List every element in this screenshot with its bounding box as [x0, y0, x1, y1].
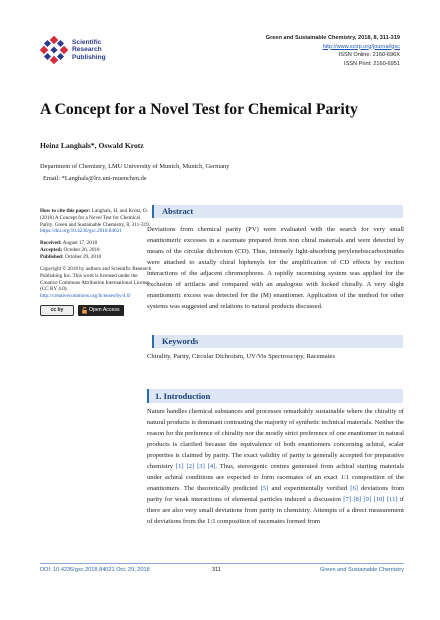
page-number: 311 [212, 567, 221, 573]
author-email[interactable]: Email: *Langhals@lrz.uni-muenchen.de [43, 175, 147, 182]
introduction-heading-bar [147, 389, 403, 403]
reference-link[interactable]: [5] [260, 485, 269, 492]
citation-block: How to cite this paper: Langhals, H. and Krotz, O. (2018) A Concept for a Novel Test for Chemical Parity. Green and Sustainable Chemistry, 8, 311-319. https://doi.org/10.4236/gsc.2018.84021 [40, 208, 151, 235]
keywords-text: Chirality, Parity, Circular Dichroism, UV/Vis Spectroscopy, Racemates [147, 353, 336, 360]
cc-by-badge-icon[interactable]: cc by [40, 305, 74, 316]
logo-text: Scientific Research Publishing [72, 39, 106, 61]
reference-link[interactable]: [6] [350, 485, 358, 492]
dates-block: Received: August 17, 2018 Accepted: October 26, 2018 Published: October 29, 2018 [40, 240, 102, 260]
license-badges [40, 305, 152, 316]
author-affiliation: Department of Chemistry, LMU University of Munich, Munich, Germany [40, 163, 230, 170]
introduction-text: Nature handles chemical substances and processes remarkably sustainable where the chirality of natural products is dominant contrasting the majority of synthetic technical materials. Neither the reason for the preference of chirality nor the mostly strict preference of one enantiomer in natural products is clarified because the equivalence of both enantiomers concerning achiral, scalar properties is claimed by parity. The exact validity of parity is generally accepted for preparative chemistry [1] [2] [3] [4]. Thus, stereogenic centres generated from achiral starting materials under achiral conditions are expected to form racemates of an exact 1:1 composition of the enantiomers. The theoretically predicted [5] and experimentally verified [6] deviations from parity for weak interactions of elemental particles induced a discussion [7] [8] [9] [10] [11] if there are also very small deviations from parity in chemistry. Attempts of a direct measurement of deviations from the 1:1 composition of racemates formed from [147, 408, 404, 525]
abstract-heading: Abstract [162, 206, 194, 216]
publisher-logo [40, 35, 190, 65]
article-title: A Concept for a Novel Test for Chemical Parity [40, 101, 358, 118]
journal-info [200, 34, 400, 68]
footer-doi[interactable]: DOI: 10.4236/gsc.2018.84021 Oct. 29, 2018 [40, 567, 150, 573]
footer-divider [40, 563, 404, 564]
keywords-heading: Keywords [162, 336, 199, 346]
license-link[interactable]: http://creativecommons.org/licenses/by/4.0/ [40, 293, 131, 300]
abstract-heading-bar [152, 205, 403, 218]
article-sidebar [40, 208, 152, 316]
scirp-logo-icon [40, 36, 68, 64]
issn-online: ISSN Online: 2160-696X [338, 52, 400, 59]
journal-url-link[interactable]: http://www.scirp.org/journal/gsc [322, 43, 400, 50]
open-access-badge: Open Access [78, 305, 124, 316]
open-lock-icon [82, 307, 87, 314]
article-authors: Heinz Langhals*, Oswald Krotz [40, 141, 144, 150]
introduction-heading: 1. Introduction [155, 390, 211, 401]
copyright-block: Copyright © 2018 by authors and Scientific Research Publishing Inc. This work is licensed under the Creative Commons Attribution International License (CC BY 4.0). http://creativecommons.org/licenses/by/4.0/ [40, 265, 152, 300]
journal-citation: Green and Sustainable Chemistry, 2018, 8, 311-319 [265, 35, 400, 41]
citation-doi-link[interactable]: https://doi.org/10.4236/gsc.2018.84021 [40, 228, 122, 235]
issn-print: ISSN Print: 2160-6951 [344, 60, 400, 67]
keywords-heading-bar [152, 335, 403, 348]
reference-link[interactable]: [1] [2] [3] [4] [175, 463, 216, 470]
abstract-text: Deviations from chemical parity (PV) were evaluated with the search for very small enantiomeric excesses in a racemate prepared from non chiral materials and were detected by means of the circular dichroism (CD). Thus, intensely light-absorbing perylenebiscarboximides were attached to axially chiral biphenyls for the amplification of CD effects by exciton interactions of the adjacent chromophores. A rapidly racemising system was applied for the exclusion of artifacts and compared with an analogous with locked chirally. A very slight enantiomeric excess was detected for the (M) enantiomer. Application of the method for other systems was suggested and relations to natural products discussed. [147, 226, 404, 310]
footer-journal-name: Green and Sustainable Chemistry [320, 567, 404, 573]
reference-link[interactable]: [7] [8] [9] [10] [11] [343, 496, 398, 503]
